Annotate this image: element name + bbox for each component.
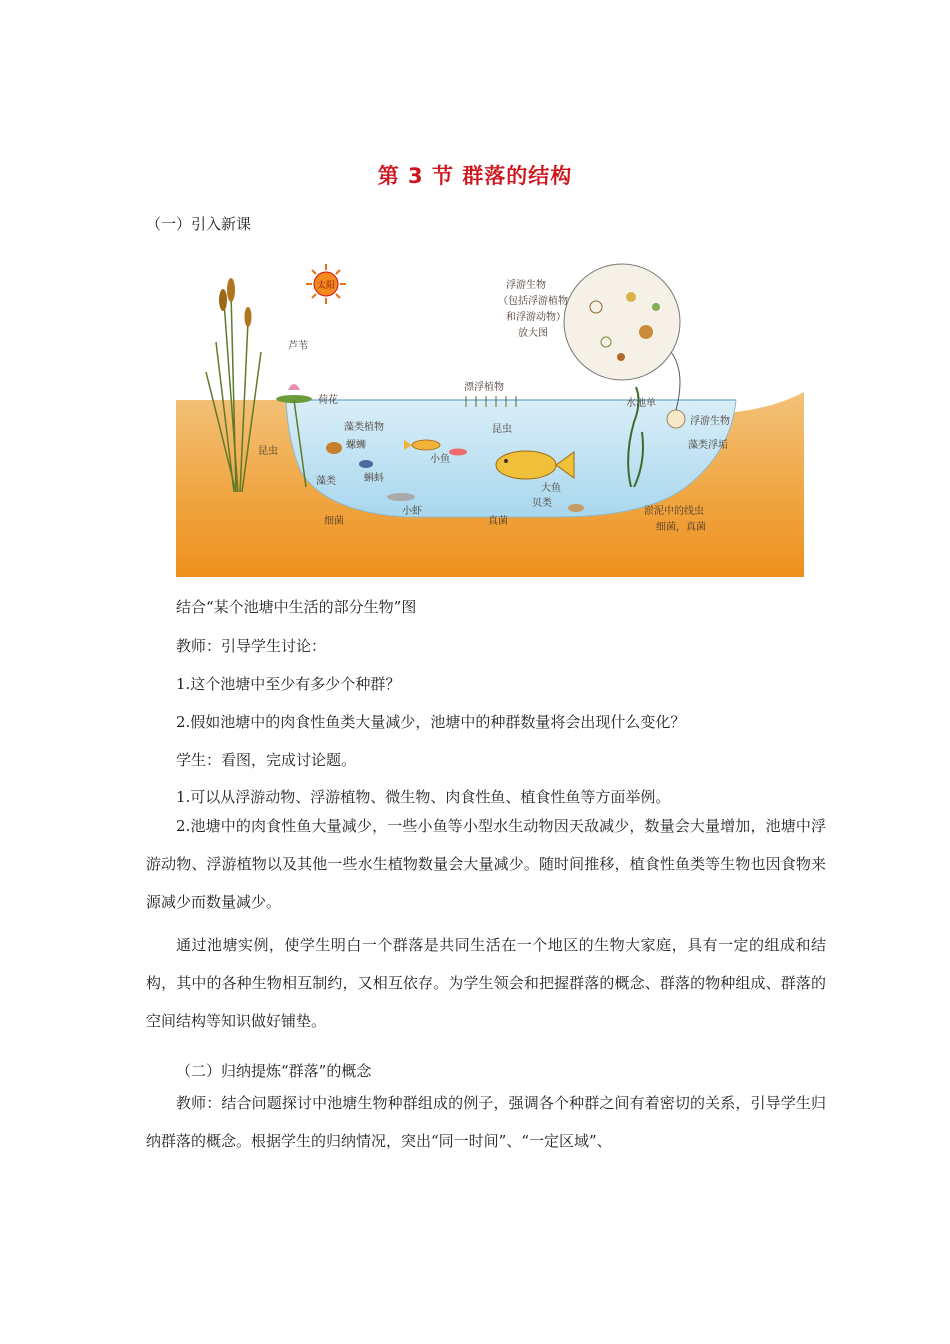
svg-text:真菌: 真菌 <box>488 516 508 527</box>
svg-text:小虾: 小虾 <box>402 506 422 517</box>
pond-figure <box>176 262 804 577</box>
svg-text:浮游生物: 浮游生物 <box>506 280 546 291</box>
section-heading-concept: （二）归纳提炼“群落”的概念 <box>176 1062 372 1080</box>
svg-text:水池单: 水池单 <box>626 398 656 409</box>
svg-text:细菌: 细菌 <box>324 516 344 527</box>
pond-illustration <box>176 262 804 577</box>
paragraph: 2.池塘中的肉食性鱼大量减少，一些小鱼等小型水生动物因天敌减少，数量会大量增加，池塘中浮游动物、浮游植物以及其他一些水生植物数量会大量减少。随时间推移，植食性鱼类等生物也因食物来源减少而数量减少。 <box>146 817 826 911</box>
plankton-marker <box>667 410 685 428</box>
svg-text:太阳: 太阳 <box>316 281 336 291</box>
svg-text:荷花: 荷花 <box>318 395 338 406</box>
svg-text:藻类: 藻类 <box>316 476 336 487</box>
paragraph: 通过池塘实例，使学生明白一个群落是共同生活在一个地区的生物大家庭，具有一定的组成和结构，其中的各种生物相互制约，又相互依存。为学生领会和把握群落的概念、群落的物种组成、群落的空间结构等知识做好铺垫。 <box>146 936 826 1030</box>
svg-text:蝌蚪: 蝌蚪 <box>364 473 384 484</box>
paragraph: 教师：结合问题探讨中池塘生物种群组成的例子，强调各个种群之间有着密切的关系，引导学生归纳群落的概念。根据学生的归纳情况，突出“同一时间”、“一定区域”、 <box>146 1094 826 1150</box>
svg-text:浮游生物: 浮游生物 <box>690 416 730 427</box>
svg-text:藻类植物: 藻类植物 <box>344 422 384 433</box>
paragraph: 1.这个池塘中至少有多少个种群？ <box>176 675 401 693</box>
svg-text:芦苇: 芦苇 <box>288 341 308 352</box>
tadpole <box>359 460 373 468</box>
svg-text:螺蛳: 螺蛳 <box>346 440 366 451</box>
paragraph: 1.可以从浮游动物、浮游植物、微生物、肉食性鱼、植食性鱼等方面举例。 <box>176 788 671 806</box>
paragraph: 学生：看图，完成讨论题。 <box>176 751 357 769</box>
shellfish <box>568 504 584 512</box>
paragraph: 结合“某个池塘中生活的部分生物”图 <box>176 598 417 616</box>
paragraph: 教师：引导学生讨论： <box>176 637 327 655</box>
svg-text:大鱼: 大鱼 <box>541 483 561 494</box>
svg-text:昆虫: 昆虫 <box>492 424 512 435</box>
plankton-magnified-circle <box>564 264 680 380</box>
svg-text:小鱼: 小鱼 <box>430 454 450 465</box>
svg-text:漂浮植物: 漂浮植物 <box>464 382 504 393</box>
section-heading-intro: （一）引入新课 <box>146 215 252 233</box>
svg-text:藻类浮垢: 藻类浮垢 <box>688 440 728 451</box>
snail <box>326 442 342 454</box>
paragraph: 2.假如池塘中的肉食性鱼类大量减少，池塘中的种群数量将会出现什么变化？ <box>176 713 686 731</box>
svg-text:放大图: 放大图 <box>518 328 548 339</box>
svg-text:淤泥中的线虫: 淤泥中的线虫 <box>644 506 704 517</box>
page-title: 第 3 节 群落的结构 <box>377 164 573 188</box>
svg-text:（包括浮游植物: （包括浮游植物 <box>498 296 568 307</box>
shrimp <box>387 493 415 501</box>
svg-text:贝类: 贝类 <box>532 498 552 509</box>
svg-text:细菌，真菌: 细菌，真菌 <box>656 522 706 533</box>
svg-text:和浮游动物）: 和浮游动物） <box>506 312 566 323</box>
svg-text:昆虫: 昆虫 <box>258 446 278 457</box>
